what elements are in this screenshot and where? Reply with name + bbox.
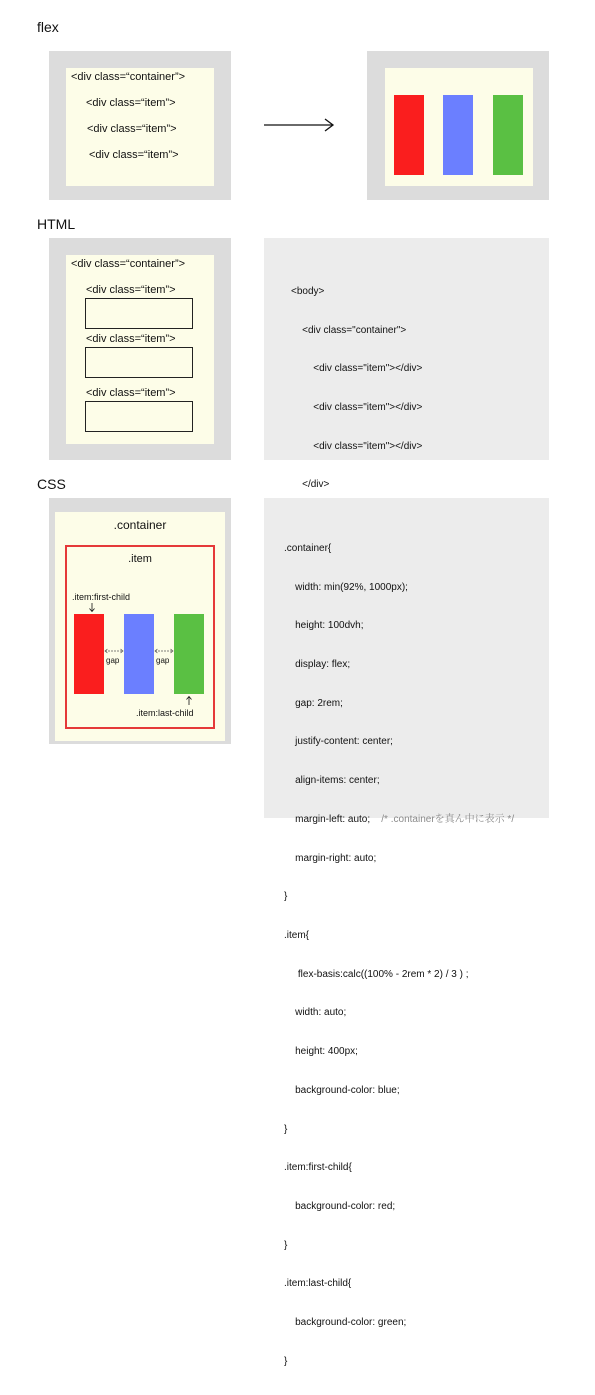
- code-line: [284, 814, 514, 827]
- last-child-label: .item:last-child: [136, 708, 194, 718]
- section-title-html: HTML: [37, 216, 76, 232]
- code-line: }: [284, 1123, 288, 1135]
- code-line: <div class="item"></div>: [291, 440, 423, 452]
- code-line: height: 400px;: [284, 1046, 358, 1058]
- up-arrow-icon: [185, 696, 193, 706]
- code-line: </div>: [291, 479, 330, 491]
- gap-arrow-icon: [154, 647, 174, 655]
- html-code-panel: [264, 238, 549, 491]
- down-arrow-icon: [88, 603, 96, 613]
- code-line: <div class="container">: [291, 324, 407, 336]
- flex-item-tag: <div class=“item”>: [87, 123, 177, 135]
- flex-markup-container: [66, 68, 214, 186]
- code-line: display: flex;: [284, 658, 351, 670]
- flex-container-tag: <div class=“container”>: [71, 71, 186, 83]
- flex-markup-panel: [49, 51, 231, 200]
- flex-item-tag: <div class=“item”>: [89, 149, 179, 161]
- code-line: }: [284, 1239, 288, 1251]
- code-line: .item:first-child{: [284, 1162, 352, 1174]
- css-code-panel: [264, 498, 549, 1367]
- section-title-css: CSS: [37, 476, 66, 492]
- item-bar-green: [493, 95, 523, 175]
- code-line: .container{: [284, 542, 332, 554]
- code-line: gap: 2rem;: [284, 697, 343, 709]
- code-line: justify-content: center;: [284, 736, 393, 748]
- html-item-box: [85, 298, 193, 329]
- html-item-tag: <div class=“item”>: [86, 387, 176, 399]
- code-line: }: [284, 891, 288, 903]
- html-markup-panel: [49, 238, 231, 460]
- middle-item-bar: [124, 614, 154, 694]
- html-item-tag: <div class=“item”>: [86, 333, 176, 345]
- code-line: align-items: center;: [284, 775, 380, 787]
- code-line: }: [284, 1355, 288, 1367]
- right-arrow-icon: [262, 117, 336, 133]
- flex-item-tag: <div class=“item”>: [86, 97, 176, 109]
- code-line: flex-basis:calc((100% - 2rem * 2) / 3 ) ;: [284, 968, 469, 980]
- gap-label: gap: [106, 656, 120, 665]
- css-container-box: [55, 512, 225, 741]
- last-child-bar: [174, 614, 204, 694]
- flex-result-panel: [367, 51, 549, 200]
- code-line: .item{: [284, 930, 310, 941]
- code-line: height: 100dvh;: [284, 620, 364, 632]
- code-line: width: auto;: [284, 1007, 347, 1019]
- html-container-tag: <div class=“container”>: [71, 258, 186, 270]
- section-title-flex: flex: [37, 19, 59, 35]
- code-line: .item:last-child{: [284, 1278, 352, 1290]
- code-line: margin-right: auto;: [284, 852, 377, 864]
- html-item-box: [85, 347, 193, 378]
- item-outline: [65, 545, 215, 729]
- item-bar-red: [394, 95, 424, 175]
- css-diagram-panel: [49, 498, 231, 744]
- code-line: <body>: [291, 285, 325, 297]
- code-line: <div class="item"></div>: [291, 363, 423, 375]
- code-line: width: min(92%, 1000px);: [284, 581, 408, 593]
- gap-arrow-icon: [104, 647, 124, 655]
- container-label: .container: [113, 518, 167, 532]
- item-bar-blue: [443, 95, 473, 175]
- code-line: <div class="item"></div>: [291, 401, 423, 413]
- html-item-tag: <div class=“item”>: [86, 284, 176, 296]
- item-label: .item: [128, 553, 152, 565]
- html-markup-container: [66, 255, 214, 444]
- first-child-bar: [74, 614, 104, 694]
- html-item-box: [85, 401, 193, 432]
- code-line: background-color: blue;: [284, 1084, 400, 1096]
- code-text: margin-left: auto;: [284, 813, 371, 825]
- gap-label: gap: [156, 656, 170, 665]
- code-line: background-color: red;: [284, 1201, 396, 1213]
- code-comment: /* .containerを真ん中に表示 */: [381, 813, 515, 825]
- first-child-label: .item:first-child: [72, 592, 131, 602]
- code-line: background-color: green;: [284, 1317, 407, 1329]
- flex-result-container: [385, 68, 533, 186]
- css-code-block: [284, 517, 514, 1395]
